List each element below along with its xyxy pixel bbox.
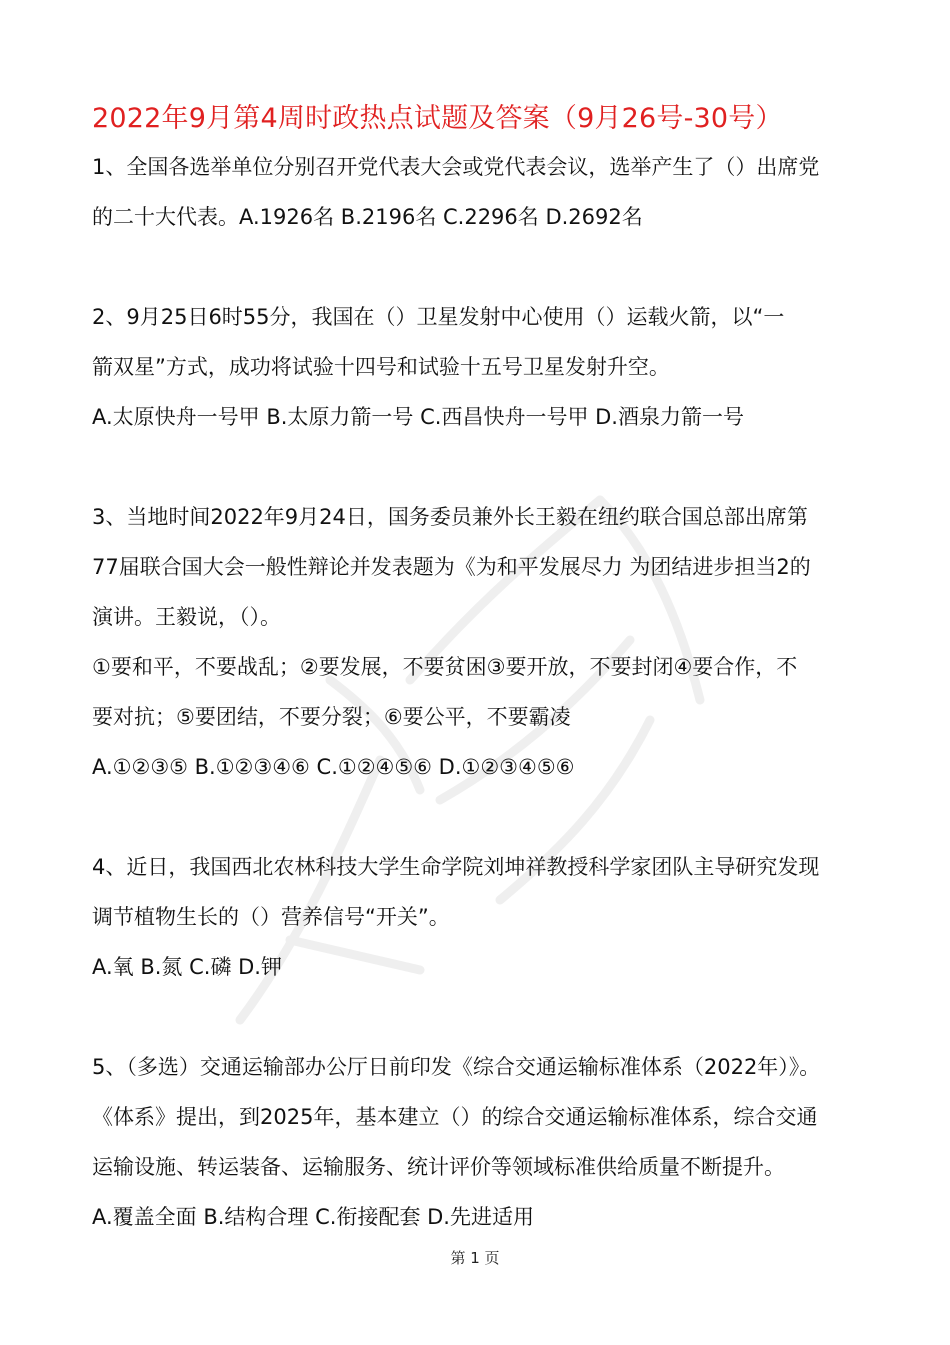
q1-line-2: 的二十大代表。A.1926名 B.2196名 C.2296名 D.2692名 (92, 205, 643, 229)
q5-options: A.覆盖全面 B.结构合理 C.衔接配套 D.先进适用 (92, 1205, 534, 1229)
q4-options: A.氧 B.氮 C.磷 D.钾 (92, 955, 282, 979)
q3-line-2: 77届联合国大会一般性辩论并发表题为《为和平发展尽力 为团结进步担当2的 (92, 555, 811, 579)
q4-line-2: 调节植物生长的（）营养信号“开关”。 (92, 905, 450, 929)
q1-line-1: 1、全国各选举单位分别召开党代表大会或党代表会议，选举产生了（）出席党 (92, 155, 820, 179)
q5-line-3: 运输设施、转运装备、运输服务、统计评价等领域标准供给质量不断提升。 (92, 1155, 785, 1179)
q3-line-5: 要对抗；⑤要团结，不要分裂；⑥要公平，不要霸凌 (92, 705, 571, 729)
q3-line-3: 演讲。王毅说，（）。 (92, 605, 281, 629)
page-number: 第 1 页 (450, 1249, 500, 1267)
q4-line-1: 4、近日，我国西北农林科技大学生命学院刘坤祥教授科学家团队主导研究发现 (92, 855, 820, 879)
q2-options: A.太原快舟一号甲 B.太原力箭一号 C.西昌快舟一号甲 D.酒泉力箭一号 (92, 405, 744, 429)
page-title: 2022年9月第4周时政热点试题及答案（9月26号-30号） (92, 103, 783, 134)
q2-line-2: 箭双星”方式，成功将试验十四号和试验十五号卫星发射升空。 (92, 355, 670, 379)
q5-line-1: 5、（多选）交通运输部办公厅日前印发《综合交通运输标准体系（2022年）》。 (92, 1055, 821, 1079)
q3-line-4: ①要和平，不要战乱；②要发展，不要贫困③要开放，不要封闭④要合作，不 (92, 655, 798, 679)
q2-line-1: 2、9月25日6时55分，我国在（）卫星发射中心使用（）运载火箭，以“一 (92, 305, 785, 329)
q3-line-1: 3、当地时间2022年9月24日，国务委员兼外长王毅在纽约联合国总部出席第 (92, 505, 808, 529)
q5-line-2: 《体系》提出，到2025年，基本建立（）的综合交通运输标准体系，综合交通 (92, 1105, 818, 1129)
q3-options: A.①②③⑤ B.①②③④⑥ C.①②④⑤⑥ D.①②③④⑤⑥ (92, 755, 575, 779)
